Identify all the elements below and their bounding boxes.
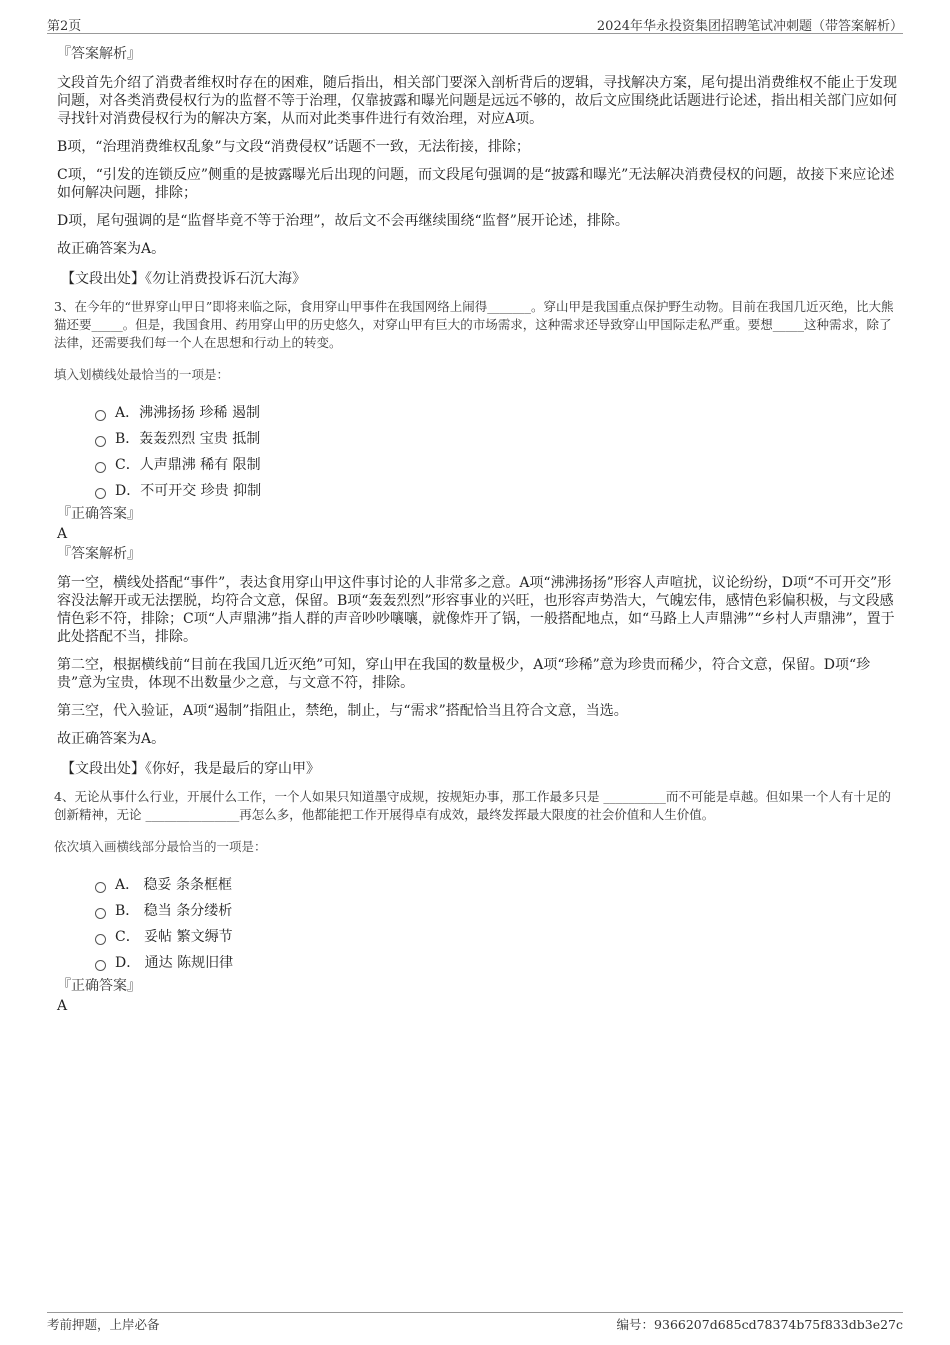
option-label: C．人声鼎沸 稀有 限制 xyxy=(115,457,261,473)
option-list xyxy=(95,400,897,504)
analysis-paragraph: D项，尾句强调的是“监督毕竟不等于治理”，故后文不会再继续围绕“监督”展开论述，排除。 xyxy=(57,213,629,229)
analysis-paragraph: 第三空，代入验证，A项“遏制”指阻止，禁绝，制止，与“需求”搭配恰当且符合文意，当选。 xyxy=(57,703,628,719)
radio-icon[interactable] xyxy=(95,882,106,893)
option-item[interactable] xyxy=(95,426,897,452)
page-number: 第2页 xyxy=(47,19,82,34)
radio-icon[interactable] xyxy=(95,908,106,919)
option-item[interactable] xyxy=(95,872,897,898)
page-footer xyxy=(47,1312,903,1339)
question-stem: 4、无论从事什么行业，开展什么工作，一个人如果只知道墨守成规，按规矩办事，那工作最多只是 __________而不可能是卓越。但如果一个人有十足的创新精神，无论 _______________再怎么多，他都能把工作开展得卓有成效，最终发挥最大限度的社会价值和人生价值。 xyxy=(54,789,891,822)
question-prompt: 填入划横线处最恰当的一项是： xyxy=(54,367,230,382)
analysis-paragraph: B项，“治理消费维权乱象”与文段“消费侵权”话题不一致，无法衔接，排除； xyxy=(57,139,530,155)
option-label: B．轰轰烈烈 宝贵 抵制 xyxy=(115,431,261,447)
radio-icon[interactable] xyxy=(95,960,106,971)
option-list xyxy=(95,872,897,976)
analysis-conclusion: 故正确答案为A。 xyxy=(57,241,166,257)
option-label: D．不可开交 珍贵 抑制 xyxy=(115,483,262,499)
document-title: 2024年华永投资集团招聘笔试冲刺题（带答案解析） xyxy=(596,19,903,34)
page-content xyxy=(54,44,897,1016)
analysis-paragraph: 第二空，根据横线前“目前在我国几近灭绝”可知，穿山甲在我国的数量极少，A项“珍稀”意为珍贵而稀少，符合文意，保留。D项“珍贵”意为宝贵，体现不出数量少之意，与文意不符，排除。 xyxy=(57,657,871,691)
passage-source: 【文段出处】《你好，我是最后的穿山甲》 xyxy=(61,761,320,777)
option-item[interactable] xyxy=(95,478,897,504)
radio-icon[interactable] xyxy=(95,436,106,447)
option-label: B． 稳当 条分缕析 xyxy=(115,903,233,919)
analysis-paragraph: C项，“引发的连锁反应”侧重的是披露曝光后出现的问题，而文段尾句强调的是“披露和曝光”无法解决消费侵权的问题，故接下来应论述如何解决问题，排除； xyxy=(57,167,895,201)
option-label: C． 妥帖 繁文缛节 xyxy=(115,929,233,945)
footer-slogan: 考前押题，上岸必备 xyxy=(47,1317,160,1332)
analysis-label: 『答案解析』 xyxy=(57,546,141,562)
analysis-conclusion: 故正确答案为A。 xyxy=(57,731,166,747)
option-item[interactable] xyxy=(95,924,897,950)
option-label: D． 通达 陈规旧律 xyxy=(115,955,234,971)
analysis-paragraph: 文段首先介绍了消费者维权时存在的困难，随后指出，相关部门要深入剖析背后的逻辑，寻找解决方案，尾句提出消费维权不能止于发现问题，对各类消费侵权行为的监督不等于治理，仅靠披露和曝光问题是远远不够的，故后文应围绕此话题进行论述，指出相关部门应如何寻找针对消费侵权行为的解决方案，从而对此类事件进行有效治理，对应A项。 xyxy=(57,75,897,127)
option-item[interactable] xyxy=(95,898,897,924)
document-code: 编号：9366207d685cd78374b75f833db3e27c xyxy=(616,1317,903,1332)
correct-answer: A xyxy=(57,998,68,1014)
correct-answer-label: 『正确答案』 xyxy=(57,978,141,994)
correct-answer-label: 『正确答案』 xyxy=(57,506,141,522)
option-item[interactable] xyxy=(95,400,897,426)
option-item[interactable] xyxy=(95,452,897,478)
option-item[interactable] xyxy=(95,950,897,976)
passage-source: 【文段出处】《勿让消费投诉石沉大海》 xyxy=(61,271,306,287)
correct-answer: A xyxy=(57,526,68,542)
option-label: A．沸沸扬扬 珍稀 遏制 xyxy=(115,405,261,421)
option-label: A． 稳妥 条条框框 xyxy=(115,877,233,893)
radio-icon[interactable] xyxy=(95,462,106,473)
analysis-label: 『答案解析』 xyxy=(57,46,141,62)
analysis-paragraph: 第一空，横线处搭配“事件”，表达食用穿山甲这件事讨论的人非常多之意。A项“沸沸扬扬”形容人声喧扰，议论纷纷，D项“不可开交”形容没法解开或无法摆脱，均符合文意，保留。B项“轰轰烈烈”形容事业的兴旺，也形容声势浩大，气魄宏伟，感情色彩偏积极，与文段感情色彩不符，排除；C项“人声鼎沸”指人群的声音吵吵嚷嚷，就像炸开了锅，一般搭配地点，如“马路上人声鼎沸”“乡村人声鼎沸”，置于此处搭配不当，排除。 xyxy=(57,575,895,645)
radio-icon[interactable] xyxy=(95,934,106,945)
question-stem: 3、在今年的“世界穿山甲日”即将来临之际，食用穿山甲事件在我国网络上闹得_______。穿山甲是我国重点保护野生动物。目前在我国几近灭绝，比大熊猫还要_____。但是，我国食用、药用穿山甲的历史悠久，对穿山甲有巨大的市场需求，这种需求还导致穿山甲国际走私严重。要想_____这种需求，除了法律，还需要我们每一个人在思想和行动上的转变。 xyxy=(54,299,894,350)
page-header xyxy=(47,13,903,34)
radio-icon[interactable] xyxy=(95,410,106,421)
question-prompt: 依次填入画横线部分最恰当的一项是： xyxy=(54,839,267,854)
radio-icon[interactable] xyxy=(95,488,106,499)
